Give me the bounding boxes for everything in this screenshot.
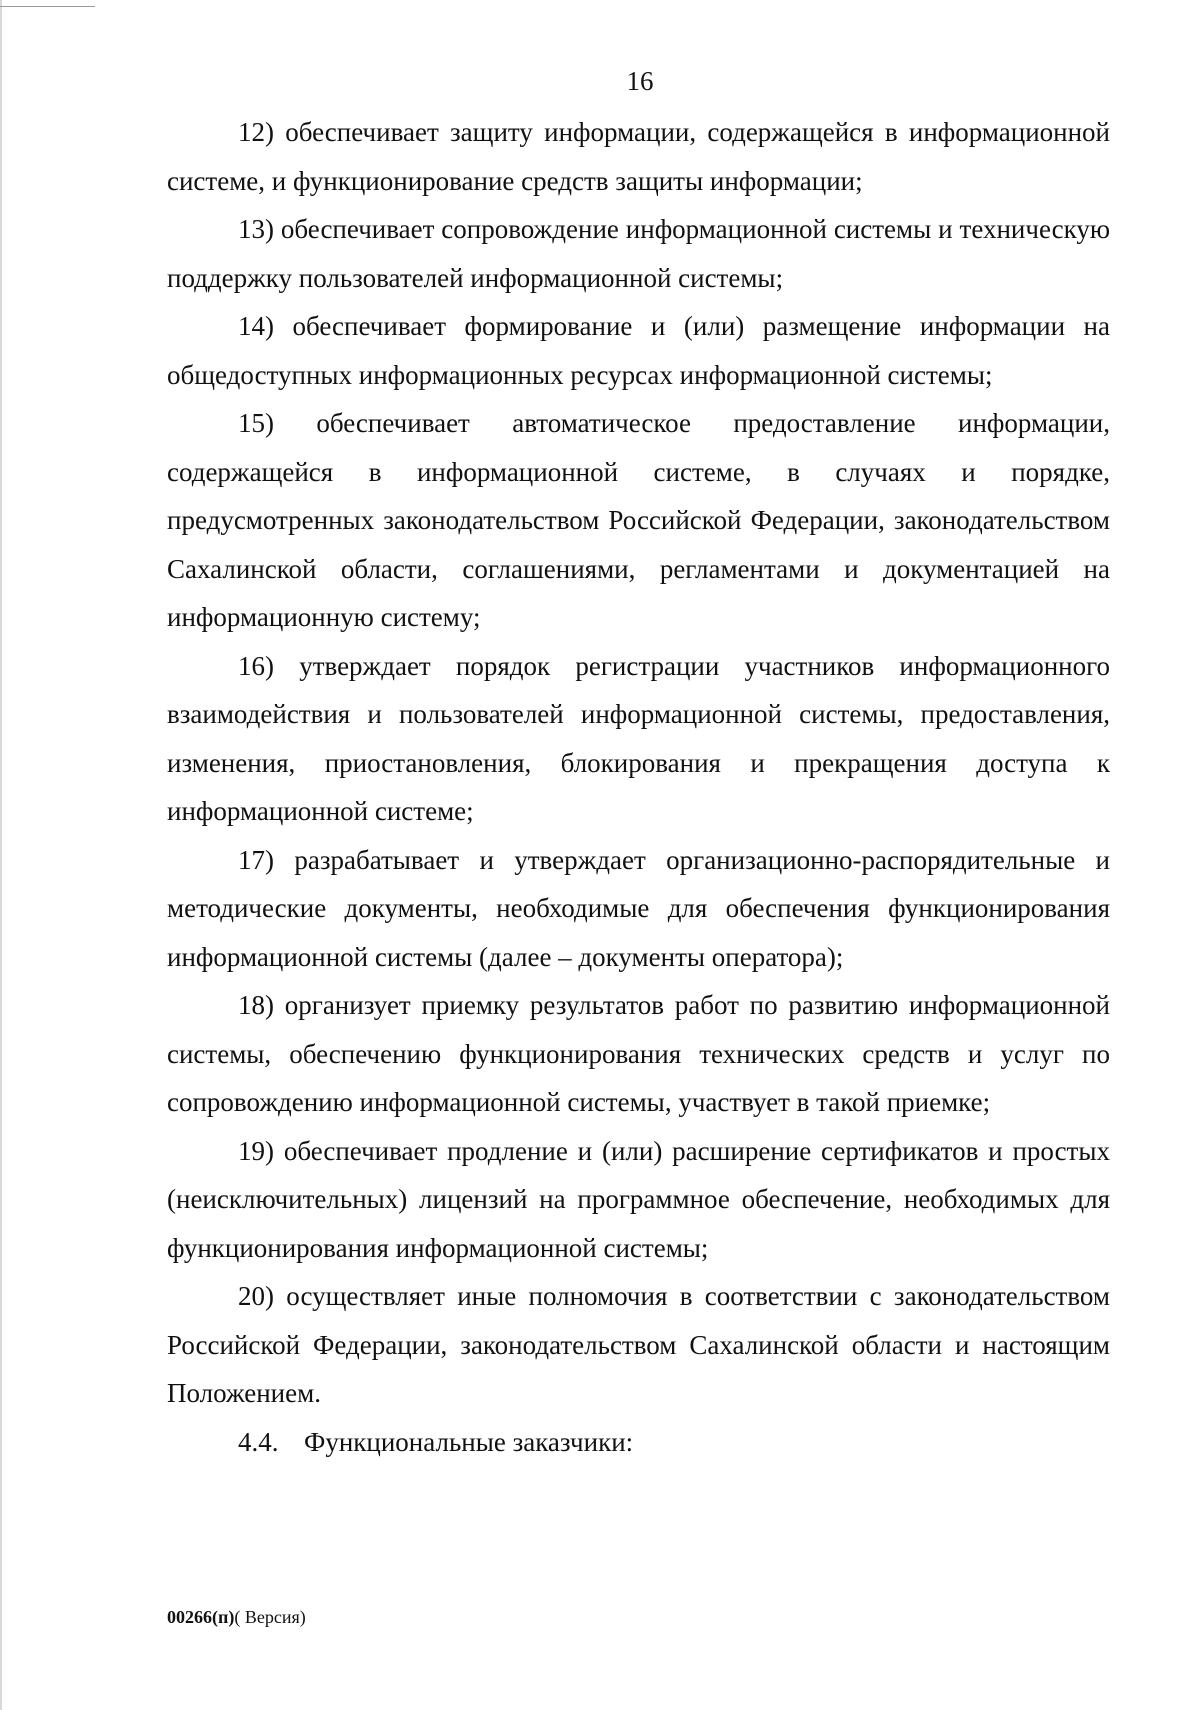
paragraph-item-14: 14) обеспечивает формирование и (или) размещение информации на общедоступных информационных ресурсах информационной системы; — [167, 311, 1110, 390]
paragraph-item-19: 19) обеспечивает продление и (или) расширение сертификатов и простых (неисключительных) лицензий на программное обеспечение, необходимых для функционирования информационной системы; — [167, 1135, 1110, 1263]
paragraph-item-18: 18) организует приемку результатов работ по развитию информационной системы, обеспечению функционирования технических средств и услуг по сопровождению информационной системы, участвует в такой приемке; — [167, 990, 1110, 1117]
paragraph-item-17: 17) разрабатывает и утверждает организационно-распорядительные и методические документы, необходимые для обеспечения функционирования информационной системы (далее – документы оператора); — [167, 844, 1110, 972]
document-body — [167, 108, 1110, 1466]
document-version: ( Версия) — [234, 1607, 306, 1627]
paragraph-item-12: 12) обеспечивает защиту информации, содержащейся в информационной системе, и функционирование средств защиты информации; — [167, 117, 1110, 196]
paragraph-item-13: 13) обеспечивает сопровождение информационной системы и техническую поддержку пользователей информационной системы; — [167, 214, 1110, 293]
scan-edge — [0, 0, 2, 1710]
paragraph-item-20: 20) осуществляет иные полномочия в соответствии с законодательством Российской Федерации, законодательством Сахалинской области и настоящим Положением. — [167, 1281, 1110, 1408]
document-footer — [167, 1606, 306, 1628]
scan-top-line — [0, 6, 95, 7]
paragraph-item-15: 15) обеспечивает автоматическое предоставление информации, содержащейся в информационной системе, в случаях и порядке, предусмотренных законодательством Российской Федерации, законодательством Сахалинской области, соглашениями, регламентами и документацией на информационную систему; — [167, 408, 1110, 632]
paragraph-item-16: 16) утверждает порядок регистрации участников информационного взаимодействия и пользователей информационной системы, предоставления, изменения, приостановления, блокирования и прекращения доступа к информационной системе; — [167, 650, 1110, 826]
section-number: 4.4. — [238, 1426, 279, 1457]
page-number: 16 — [626, 66, 654, 96]
section-heading — [167, 1418, 1110, 1467]
section-title: Функциональные заказчики: — [304, 1426, 634, 1457]
document-code: 00266(п) — [167, 1607, 235, 1627]
